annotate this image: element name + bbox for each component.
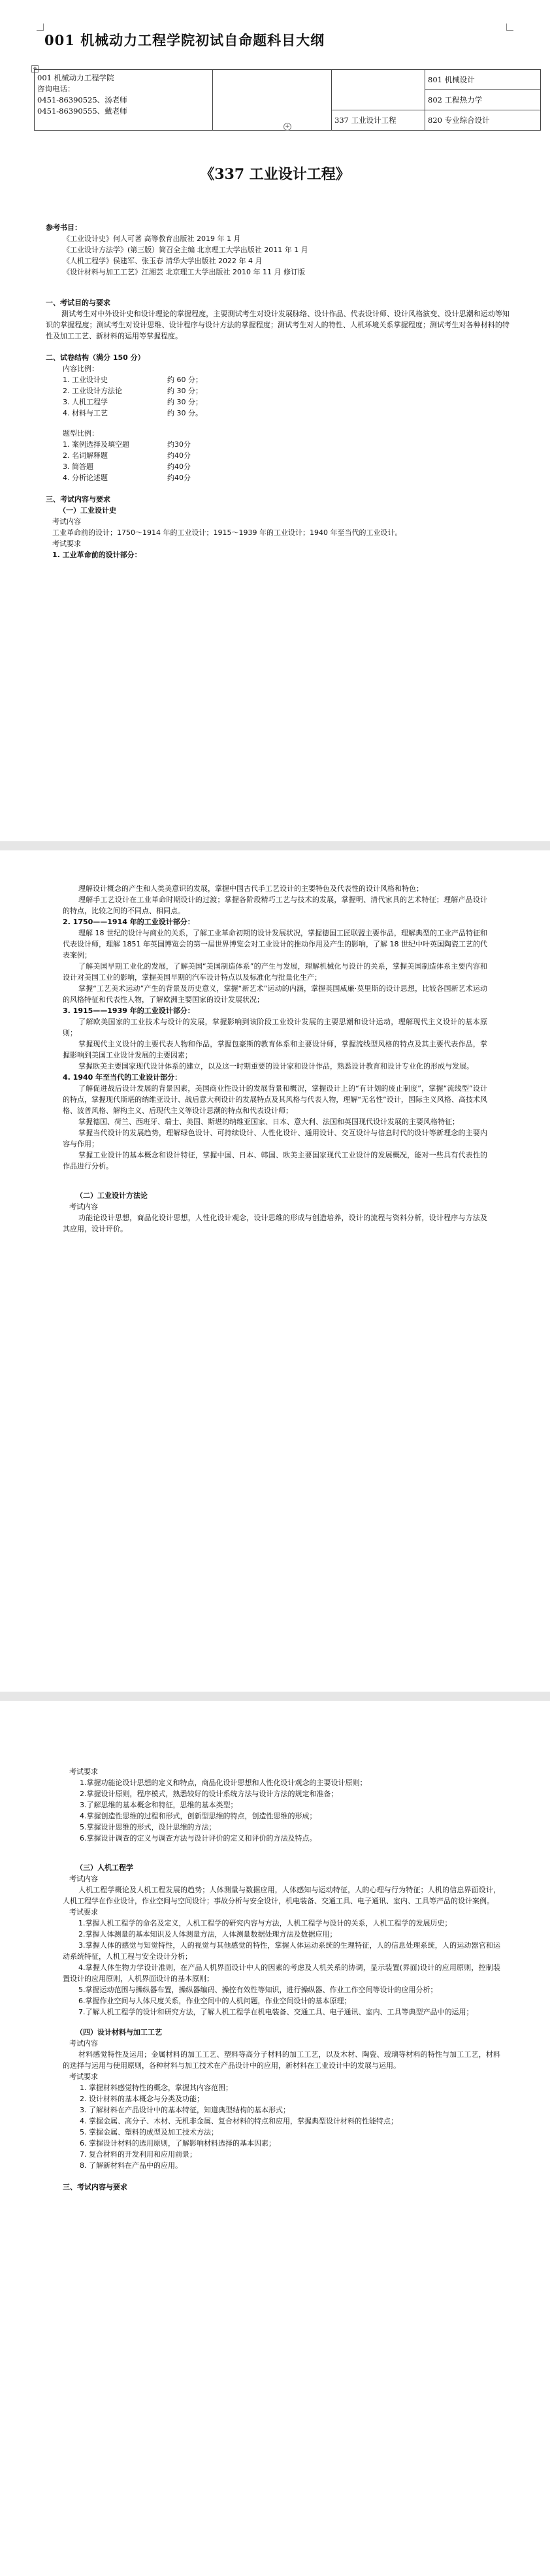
score-item-name: 3. 人机工程学 — [63, 398, 108, 406]
document-page-2 — [0, 850, 550, 1692]
paragraph: 理解手工艺设计在工业革命时期设计的过渡；掌握各阶段精巧工艺与技术的发展，掌握明、清代家具的艺术特征；理解产品设计的特点，比较之间的不同点、相同点。 — [63, 895, 487, 915]
paragraph: 掌握工业设计的基本概念和设计特征，掌握中国、日本、韩国、欧美主要国家现代工业设计的发展概况，能对一些具有代表性的作品进行分析。 — [63, 1151, 487, 1170]
score-item-name: 2. 工业设计方法论 — [63, 387, 122, 395]
label: 考试要求 — [52, 539, 81, 548]
requirement-item: 6.掌握作业空间与人体尺度关系，作业空间中的人机问题，作业空间设计的基本原理； — [78, 1997, 351, 2005]
score-item-name: 4. 材料与工艺 — [63, 409, 108, 417]
table-move-handle-icon[interactable]: ✥ — [31, 65, 39, 72]
page-corner-mark — [506, 24, 513, 31]
requirement-item: 3.了解思维的基本概念和特征，思维的基本类型； — [80, 1801, 238, 1809]
add-row-plus-icon[interactable]: + — [283, 123, 291, 131]
requirement-item: 4. 掌握金属、高分子、木材、无机非金属、复合材料的特点和应用，掌握典型设计材料的性能特点； — [80, 2117, 398, 2125]
contact-label: 咨询电话： — [37, 84, 75, 93]
reference-item: 《工业设计方法学》(第三版）简召全主编 北京理工大学出版社 2011 年 1 月 — [63, 246, 308, 254]
info-table — [34, 69, 541, 131]
requirement-item: 2.掌握设计原则，程序模式，熟悉较好的设计系统方法与设计方法的规定和准备； — [80, 1790, 338, 1798]
page2-content — [63, 883, 487, 1234]
type-item-value: 约40分 — [167, 462, 191, 471]
type-item-value: 约30分 — [167, 440, 191, 449]
type-item-name: 2. 名词解释题 — [63, 451, 108, 460]
requirement-item: 7.了解人机工程学的设计和研究方法，了解人机工程学在机电装备、交通工具、电子通讯、室内、工具等典型产品中的运用； — [78, 2008, 474, 2016]
reference-item: 《设计材料与加工工艺》江湘芸 北京理工大学出版社 2010 年 11 月 修订版 — [63, 268, 305, 276]
score-item-name: 1. 工业设计史 — [63, 376, 108, 384]
section-heading: 三、考试内容与要求 — [46, 495, 110, 504]
requirement-item: 7. 复合材料的开发利用和应用前景； — [80, 2150, 197, 2159]
paragraph: 人机工程学概论及人机工程发展的趋势；人体测量与数据应用，人体感知与运动特征，人的心理与行为特征；人机的信息界面设计，人机工程学在作业设计，作业空间与空间设计；事故分析与安全设计，机电装备、交通工具、电子通讯、室内、工具等产品的设计案例。 — [63, 1886, 500, 1905]
subject-title: 《337 工业设计工程》 — [200, 166, 350, 183]
subsection-heading: （二）工业设计方法论 — [76, 1191, 148, 1200]
label: 考试要求 — [69, 2072, 98, 2081]
type-item-name: 4. 分析论述题 — [63, 474, 108, 482]
paragraph: 了解欧美国家的工业技术与设计的发展，掌握影响到该阶段工业设计发展的主要思潮和设计运动，理解现代主义设计的基本原则； — [63, 1018, 487, 1037]
reference-item: 《工业设计史》何人可著 高等教育出版社 2019 年 1 月 — [63, 234, 241, 243]
school-name: 001 机械动力工程学院 — [37, 73, 114, 82]
type-item-name: 1. 案例选择及填空题 — [63, 440, 129, 449]
requirement-item: 1. 掌握材料感觉特性的概念，掌握其内容范围； — [80, 2084, 233, 2092]
requirement-item: 5.掌握设计思维的形式，设计思维的方法； — [80, 1823, 216, 1831]
subject-cell: 337 工业设计工程 — [332, 110, 425, 131]
subsection-heading: （四）设计材料与加工工艺 — [76, 2028, 162, 2037]
contact-phone-1: 0451-86390525、汤老师 — [37, 95, 127, 105]
score-item-value: 约 30 分； — [167, 387, 202, 395]
page-corner-mark — [37, 24, 44, 31]
requirement-item: 2. 设计材料的基本概念与分类及功能； — [80, 2095, 204, 2103]
label: 考试内容 — [52, 517, 81, 526]
requirement-item: 1.掌握功能论设计思想的定义和特点，商品化设计思想和人性化设计观念的主要设计原则； — [80, 1779, 367, 1787]
label: 考试要求 — [69, 1908, 98, 1916]
score-item-value: 约 30 分； — [167, 398, 202, 406]
paragraph: 理解 18 世纪的设计与商业的关系，了解工业革命初期的设计发展状况，掌握德国工匠联盟主要作品，理解典型的工业产品特征和代表设计师，理解 1851 年英国博览会的第一届世界博览会对工业设计的推动作用及产生的影响，了解 18 世纪中叶英国陶瓷工艺的代表案例； — [63, 929, 487, 959]
document-page-3 — [0, 1701, 550, 2576]
item-heading: 1. 工业革命前的设计部分： — [52, 551, 142, 559]
paragraph: 掌握欧美主要国家现代设计体系的建立，以及这一时期重要的设计家和设计作品，熟悉设计教育和设计专业化的形成与发展。 — [78, 1062, 474, 1071]
empty-cell — [213, 70, 332, 131]
page1-content — [46, 222, 510, 560]
page3-content — [63, 1766, 500, 2193]
paragraph: 测试考生对中外设计史和设计理论的掌握程度，主要测试考生对设计发展脉络、设计作品、代表设计师、设计风格演变、设计思潮和运动等知识的掌握程度；测试考生对设计思维、设计程序与设计方法的掌握程度；测试考生对人的特性、人机环境关系掌握程度；测试考生对各种材料的特性及加工工艺、新材料的运用等掌握程度。 — [46, 310, 510, 340]
document-title: 001 机械动力工程学院初试自命题科目大纲 — [44, 32, 325, 48]
type-item-value: 约40分 — [167, 474, 191, 482]
requirement-item: 1.掌握人机工程学的命名及定义，人机工程学的研究内容与方法，人机工程学与设计的关系，人机工程学的发展历史； — [78, 1919, 452, 1927]
references-heading: 参考书目： — [46, 223, 82, 232]
contact-phone-2: 0451-86390555、戴老师 — [37, 106, 127, 116]
label: 考试内容 — [69, 1875, 98, 1883]
course-code-cell: 801 机械设计 — [425, 70, 541, 90]
requirement-item: 4.掌握人体生物力学设计准则，在产品人机界面设计中人的因素的考虑及人机关系的协调，显示装置(界面)设计的应用原则，控制装置设计的应用原则，人机界面设计的基本原则； — [63, 1963, 500, 1983]
paragraph: 理解设计概念的产生和人类美意识的发展，掌握中国古代手工艺设计的主要特色及代表性的设计风格和特色； — [78, 884, 423, 893]
requirement-item: 3.掌握人体的感觉与知觉特性，人的视觉与其他感觉的特性，掌握人体运动系统的生理特征，人的信息处理系统，人的运动器官和运动系统特征，人机工程与安全设计分析； — [63, 1941, 500, 1961]
label: 考试内容 — [69, 2039, 98, 2048]
section-heading: 二、试卷结构（满分 150 分） — [46, 353, 145, 362]
item-heading: 2. 1750——1914 年的工业设计部分： — [63, 918, 195, 926]
paragraph: 掌握德国、荷兰、西班牙、瑞士、美国、斯堪的纳维亚国家、日本、意大利、法国和英国现代设计发展的主要风格特征； — [78, 1118, 459, 1126]
label: 考试内容 — [69, 1202, 98, 1211]
paragraph: 掌握当代设计的发展趋势，理解绿色设计、可持续设计、人性化设计、通用设计、交互设计与信息时代的设计等新理念的主要内容与作用； — [63, 1129, 487, 1148]
score-item-value: 约 60 分； — [167, 376, 202, 384]
reference-item: 《人机工程学》侯建军、张玉春 清华大学出版社 2022 年 4 月 — [63, 257, 263, 265]
subsection-heading: （一）工业设计史 — [59, 506, 116, 515]
requirement-item: 8. 了解新材料在产品中的应用。 — [80, 2161, 182, 2170]
label: 内容比例： — [63, 364, 99, 373]
document-page-1 — [0, 0, 550, 841]
empty-cell — [332, 70, 425, 110]
requirement-item: 3. 了解材料在产品设计中的基本特征，知道典型结构的基本形式； — [80, 2106, 290, 2114]
score-item-value: 约 30 分。 — [167, 409, 202, 417]
course-code-cell: 820 专业综合设计 — [425, 110, 541, 131]
section-heading: 一、考试目的与要求 — [46, 298, 110, 307]
requirement-item: 2.掌握人体测量的基本知识及人体测量方法，人体测量数据处理方法及数据应用； — [78, 1930, 337, 1939]
requirement-item: 6.掌握设计调查的定义与调查方法与设计评价的定义和评价的方法及特点。 — [80, 1834, 317, 1843]
paragraph: 功能论设计思想，商品化设计思想，人性化设计观念，设计思维的形成与创造培养，设计的流程与资料分析，设计程序与方法及其应用，设计评价。 — [63, 1214, 487, 1233]
requirement-item: 5. 掌握金属、塑料的成型及加工技术方法； — [80, 2128, 218, 2136]
type-item-name: 3. 简答题 — [63, 462, 93, 471]
paragraph: 掌握现代主义设计的主要代表人物和作品，掌握包豪斯的教育体系和主要设计师，掌握流线型风格的特点及其主要代表作品，掌握影响到美国工业设计发展的主要因素； — [63, 1040, 487, 1059]
section-heading: 三、考试内容与要求 — [63, 2183, 127, 2191]
label: 考试要求 — [69, 1767, 98, 1776]
label: 题型比例： — [63, 429, 99, 438]
requirement-item: 6. 掌握设计材料的选用原则，了解影响材料选择的基本因素； — [80, 2139, 276, 2148]
item-heading: 3. 1915——1939 年的工业设计部分： — [63, 1006, 195, 1015]
contact-cell — [35, 70, 213, 131]
item-heading: 4. 1940 年至当代的工业设计部分： — [63, 1073, 182, 1082]
paragraph: 了解美国早期工业化的发展，了解美国“美国制造体系”的产生与发展，理解机械化与设计的关系，掌握美国制造体系主要内容和设计对美国工业的影响，掌握美国早期的汽车设计特点以及标准化与批量化生产； — [63, 962, 487, 982]
requirement-item: 4.掌握创造性思维的过程和形式，创新型思维的特点，创造性思维的形成； — [80, 1812, 317, 1820]
course-code-cell: 802 工程热力学 — [425, 90, 541, 110]
requirement-item: 5.掌握运动范围与操纵器布置，操纵器编码、操控有效性等知识，进行操纵器、作业工作空间等设计的应用分析； — [78, 1986, 438, 1994]
paragraph: 材料感觉特性及运用；金属材料的加工工艺、塑料等高分子材料的加工工艺，以及木材、陶瓷、玻璃等材料的特性与加工工艺，材料的选择与运用与使用原则，各种材料与加工技术在产品设计中的应用，新材料在工业设计中的发展与运用。 — [63, 2050, 500, 2070]
subsection-heading: （三）人机工程学 — [76, 1863, 133, 1872]
paragraph: 了解促进战后设计发展的背景因素，美国商业性设计的发展背景和概况，掌握设计上的“有计划的废止制度”，掌握“流线型”设计的特点，掌握现代斯堪的纳维亚设计、战后意大利设计的发展特点及其风格与代表人物，理解“无名性”设计，国际主义风格、高技术风格、波普风格、解构主义、后现代主义等设计思潮的特点和代表设计师； — [63, 1084, 487, 1115]
paragraph: 掌握“工艺美术运动”产生的背景及历史意义，掌握“新艺术”运动的内涵，掌握英国威廉·莫里斯的设计思想，比较各国新艺术运动的风格特征和代表性人物，了解欧洲主要国家的设计发展状况； — [63, 984, 487, 1004]
paragraph: 工业革命前的设计；1750～1914 年的工业设计；1915～1939 年的工业设计；1940 年至当代的工业设计。 — [52, 528, 402, 537]
type-item-value: 约40分 — [167, 451, 191, 460]
